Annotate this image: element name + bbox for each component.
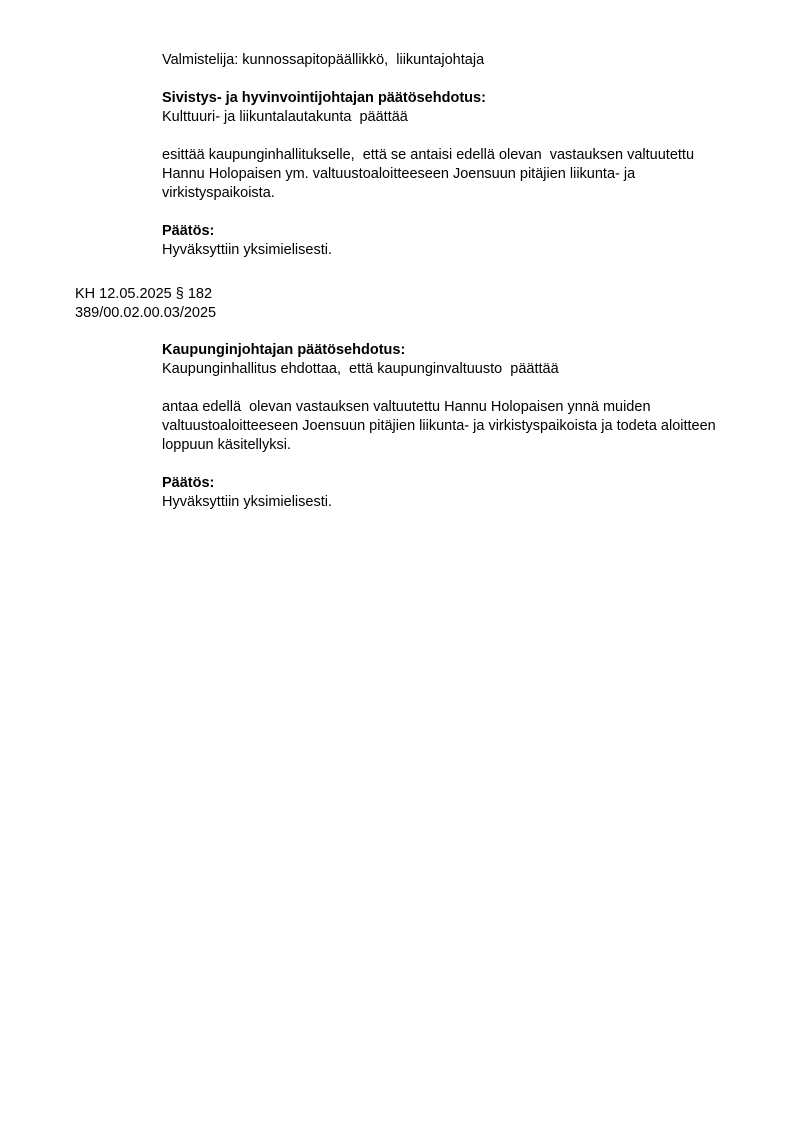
blank-line [162, 70, 694, 89]
mayor-decision-heading: Päätös: [162, 475, 215, 491]
blank-line [162, 455, 716, 474]
mayor-proposal-intro: Kaupunginhallitus ehdottaa, että kaupunginvaltuusto päättää [162, 361, 559, 377]
board-proposal-body-line: virkistyspaikoista. [162, 185, 275, 201]
mayor-proposal-body-line: loppuun käsitellyksi. [162, 437, 291, 453]
preparer-line: Valmistelija: kunnossapitopäällikkö, liikuntajohtaja [162, 52, 485, 68]
blank-line [162, 379, 716, 398]
board-decision-heading: Päätös: [162, 223, 215, 239]
board-proposal-heading: Sivistys- ja hyvinvointijohtajan päätösehdotus: [162, 90, 486, 106]
kh-reference [75, 285, 216, 323]
mayor-decision-text: Hyväksyttiin yksimielisesti. [162, 494, 332, 510]
blank-line [162, 203, 694, 222]
mayor-proposal-heading: Kaupunginjohtajan päätösehdotus: [162, 342, 406, 358]
kh-reference-line: KH 12.05.2025 § 182 [75, 286, 213, 302]
case-number-line: 389/00.02.00.03/2025 [75, 305, 217, 321]
blank-line [162, 127, 694, 146]
mayor-proposal-body-line: antaa edellä olevan vastauksen valtuutettu Hannu Holopaisen ynnä muiden [162, 399, 651, 415]
mayor-section [162, 341, 716, 512]
mayor-proposal-body-line: valtuustoaloitteeseen Joensuun pitäjien liikunta- ja virkistyspaikoista ja todeta aloitteen [162, 418, 716, 434]
board-section [162, 51, 694, 260]
board-decision-text: Hyväksyttiin yksimielisesti. [162, 242, 332, 258]
board-proposal-body-line: esittää kaupunginhallitukselle, että se antaisi edellä olevan vastauksen valtuutettu [162, 147, 695, 163]
board-proposal-intro: Kulttuuri- ja liikuntalautakunta päättää [162, 109, 408, 125]
board-proposal-body-line: Hannu Holopaisen ym. valtuustoaloitteeseen Joensuun pitäjien liikunta- ja [162, 166, 636, 182]
